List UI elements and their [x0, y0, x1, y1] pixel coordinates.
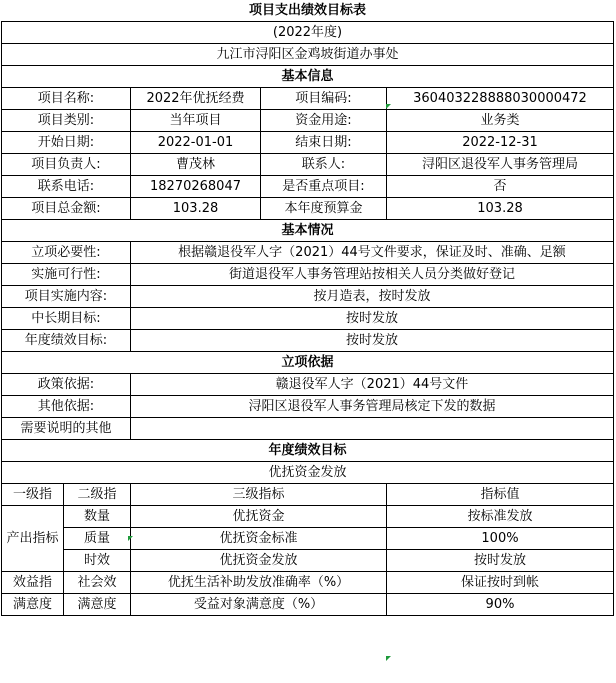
- necessity-value: 根据赣退役军人字（2021）44号文件要求，保证及时、准确、足额: [131, 242, 614, 264]
- target-row-level2: 质量: [64, 528, 131, 550]
- notes-value: [131, 418, 614, 440]
- target-row-level3: 受益对象满意度（%）: [131, 594, 387, 616]
- targets-subtitle: 优抚资金发放: [2, 462, 614, 484]
- budget-value: 103.28: [387, 198, 614, 220]
- header-level3: 三级指标: [131, 484, 387, 506]
- target-row-level3: 优抚资金发放: [131, 550, 387, 572]
- target-row-level3: 优抚资金标准: [131, 528, 387, 550]
- annual-goal-value: 按时发放: [131, 330, 614, 352]
- phone-label: 联系电话:: [2, 176, 131, 198]
- manager-label: 项目负责人:: [2, 154, 131, 176]
- category-label: 项目类别:: [2, 110, 131, 132]
- feasibility-value: 街道退役军人事务管理站按相关人员分类做好登记: [131, 264, 614, 286]
- contact-value: 浔阳区退役军人事务管理局: [387, 154, 614, 176]
- start-date-value: 2022-01-01: [131, 132, 261, 154]
- phone-value: 18270268047: [131, 176, 261, 198]
- target-row-value: 100%: [387, 528, 614, 550]
- category-value: 当年项目: [131, 110, 261, 132]
- total-amount-label: 项目总金额:: [2, 198, 131, 220]
- unit-row: 九江市浔阳区金鸡坡街道办事处: [2, 44, 614, 66]
- end-date-label: 结束日期:: [261, 132, 387, 154]
- benefit-indicator-label: 效益指: [2, 572, 64, 594]
- target-row-value: 按时发放: [387, 550, 614, 572]
- midterm-goal-value: 按时发放: [131, 308, 614, 330]
- header-value: 指标值: [387, 484, 614, 506]
- section-basis: 立项依据: [2, 352, 614, 374]
- section-basic-situation: 基本情况: [2, 220, 614, 242]
- target-row-value: 按标准发放: [387, 506, 614, 528]
- target-row-level2: 数量: [64, 506, 131, 528]
- key-project-label: 是否重点项目:: [261, 176, 387, 198]
- cell-note-marker: [386, 104, 391, 109]
- section-targets: 年度绩效目标: [2, 440, 614, 462]
- target-row-value: 保证按时到帐: [387, 572, 614, 594]
- content-value: 按月造表，按时发放: [131, 286, 614, 308]
- feasibility-label: 实施可行性:: [2, 264, 131, 286]
- other-basis-label: 其他依据:: [2, 396, 131, 418]
- fund-use-value: 业务类: [387, 110, 614, 132]
- notes-label: 需要说明的其他: [2, 418, 131, 440]
- necessity-label: 立项必要性:: [2, 242, 131, 264]
- performance-table: [1, 0, 614, 616]
- total-amount-value: 103.28: [131, 198, 261, 220]
- target-row-value: 90%: [387, 594, 614, 616]
- midterm-goal-label: 中长期目标:: [2, 308, 131, 330]
- manager-value: 曹茂林: [131, 154, 261, 176]
- project-code-value: 360403228888030000472: [387, 88, 614, 110]
- target-row-level3: 优抚资金: [131, 506, 387, 528]
- contact-label: 联系人:: [261, 154, 387, 176]
- annual-goal-label: 年度绩效目标:: [2, 330, 131, 352]
- content-label: 项目实施内容:: [2, 286, 131, 308]
- key-project-value: 否: [387, 176, 614, 198]
- header-level2: 二级指: [64, 484, 131, 506]
- policy-basis-value: 赣退役军人字（2021）44号文件: [131, 374, 614, 396]
- start-date-label: 开始日期:: [2, 132, 131, 154]
- target-row-level3: 优抚生活补助发放准确率（%）: [131, 572, 387, 594]
- target-row-level2: 社会效: [64, 572, 131, 594]
- year-row: (2022年度): [2, 22, 614, 44]
- section-basic-info: 基本信息: [2, 66, 614, 88]
- end-date-value: 2022-12-31: [387, 132, 614, 154]
- sheet-title: 项目支出绩效目标表: [2, 0, 614, 22]
- target-row-level2: 时效: [64, 550, 131, 572]
- fund-use-label: 资金用途:: [261, 110, 387, 132]
- satisfaction-indicator-label: 满意度: [2, 594, 64, 616]
- cell-note-marker: [128, 536, 133, 541]
- project-name-label: 项目名称:: [2, 88, 131, 110]
- project-name-value: 2022年优抚经费: [131, 88, 261, 110]
- project-code-label: 项目编码:: [261, 88, 387, 110]
- other-basis-value: 浔阳区退役军人事务管理局核定下发的数据: [131, 396, 614, 418]
- target-row-level2: 满意度: [64, 594, 131, 616]
- policy-basis-label: 政策依据:: [2, 374, 131, 396]
- output-indicator-label: 产出指标: [2, 506, 64, 572]
- budget-label: 本年度预算金: [261, 198, 387, 220]
- cell-note-marker: [386, 656, 391, 661]
- header-level1: 一级指: [2, 484, 64, 506]
